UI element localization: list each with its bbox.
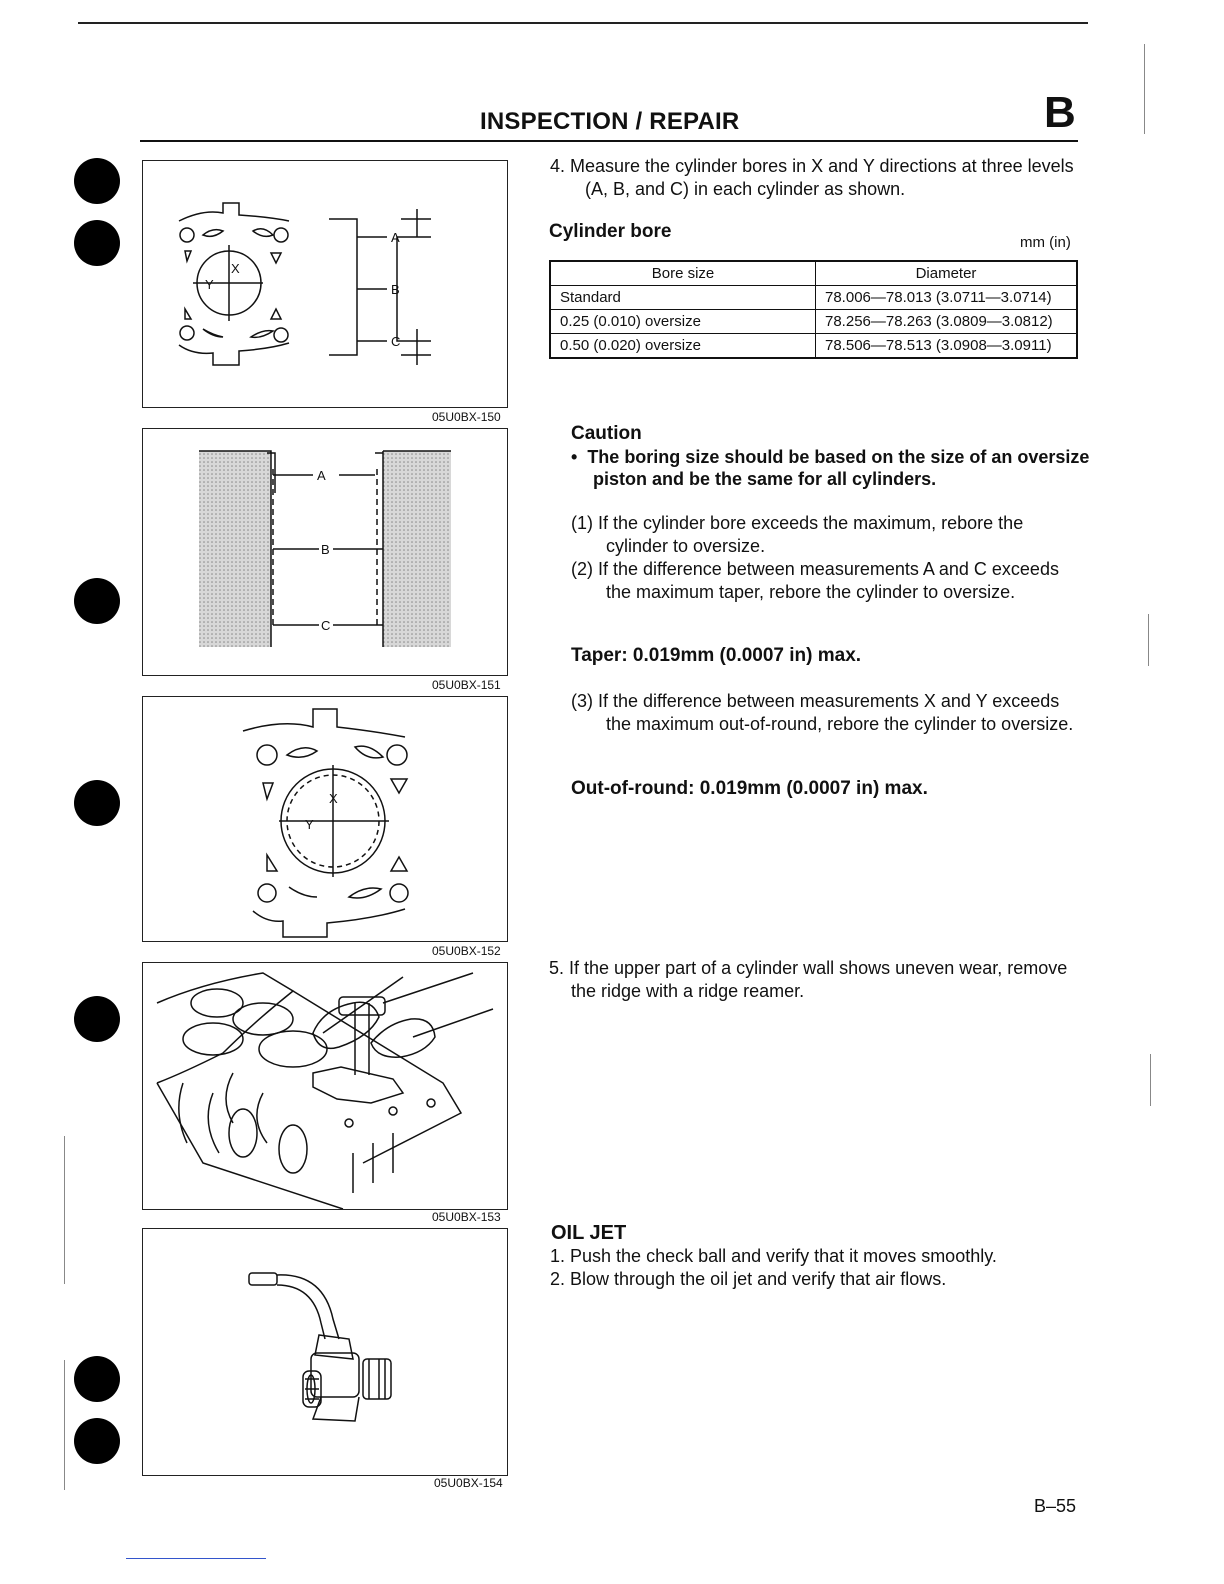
figure-cylinder-measure-positions [142, 160, 508, 408]
ridge-reamer-illustration [143, 963, 507, 1209]
figure-code: 05U0BX-154 [434, 1476, 503, 1490]
table-header-cell: Diameter [816, 261, 1078, 286]
spec-unit: mm (in) [1020, 234, 1071, 251]
margin-mark [64, 1360, 65, 1490]
table-cell: 78.506—78.513 (3.0908—3.0911) [816, 334, 1078, 359]
label-y: Y [205, 277, 214, 292]
binder-hole [74, 158, 120, 204]
bottom-mark [126, 1558, 266, 1559]
figure-cylinder-section [142, 428, 508, 676]
label-b: B [391, 282, 400, 297]
label-c: C [391, 334, 401, 349]
page-title: INSPECTION / REPAIR [480, 108, 740, 135]
gasket-xy-diagram [143, 697, 507, 941]
oil-jet-step-1: 1. Push the check ball and verify that it moves smoothly. [550, 1246, 997, 1266]
figure-code: 05U0BX-151 [432, 678, 501, 692]
section-letter: B [1044, 88, 1076, 137]
cylinder-section-diagram [143, 429, 507, 675]
table-cell: 0.25 (0.010) oversize [550, 310, 816, 334]
label-x: X [231, 261, 240, 276]
item-2: (2) If the difference between measurements A and C exceeds the maximum taper, rebore the cylinder to oversize. [571, 559, 1059, 602]
figure-oil-jet [142, 1228, 508, 1476]
binder-hole [74, 996, 120, 1042]
binder-hole [74, 220, 120, 266]
label-y: Y [305, 817, 314, 832]
table-row [550, 334, 1077, 359]
table-cell: 78.006—78.013 (3.0711—3.0714) [816, 286, 1078, 310]
step-4-text: 4. Measure the cylinder bores in X and Y directions at three levels (A, B, and C) in each cylinder as shown. [550, 156, 1074, 199]
label-a: A [317, 468, 326, 483]
oil-jet-step-2: 2. Blow through the oil jet and verify that air flows. [550, 1269, 947, 1289]
oil-jet-steps [550, 1245, 1080, 1291]
item-1: (1) If the cylinder bore exceeds the maximum, rebore the cylinder to oversize. [571, 513, 1024, 556]
caution-title: Caution [571, 423, 642, 444]
margin-mark [1150, 1054, 1151, 1106]
label-c: C [321, 618, 331, 633]
cylinder-bore-table [549, 260, 1078, 359]
label-x: X [329, 791, 338, 806]
figure-code: 05U0BX-150 [432, 410, 501, 424]
oil-jet-title: OIL JET [551, 1222, 627, 1244]
step-5-text: 5. If the upper part of a cylinder wall shows uneven wear, remove the ridge with a ridge reamer. [549, 958, 1068, 1001]
gasket-level-diagram [143, 161, 507, 407]
caution-bullet: • The boring size should be based on the size of an oversize piston and be the same for all cylinders. [571, 447, 1090, 489]
table-cell: 78.256—78.263 (3.0809—3.0812) [816, 310, 1078, 334]
figure-xy-directions [142, 696, 508, 942]
binder-hole [74, 578, 120, 624]
item-3-text: (3) If the difference between measurements X and Y exceeds the maximum out-of-round, rebore the cylinder to oversize. [571, 691, 1074, 734]
table-header-cell: Bore size [550, 261, 816, 286]
oil-jet-illustration [143, 1229, 507, 1475]
label-b: B [321, 542, 330, 557]
spec-title-cylinder-bore: Cylinder bore [549, 221, 672, 242]
page-number: B–55 [1034, 1496, 1077, 1516]
binder-hole [74, 1356, 120, 1402]
table-cell: 0.50 (0.020) oversize [550, 334, 816, 359]
taper-spec: Taper: 0.019mm (0.0007 in) max. [571, 645, 862, 666]
table-header-row [550, 261, 1077, 286]
table-cell: Standard [550, 286, 816, 310]
reboring-items [571, 512, 1079, 604]
out-of-round-spec: Out-of-round: 0.019mm (0.0007 in) max. [571, 778, 928, 799]
figure-ridge-reamer [142, 962, 508, 1210]
figure-code: 05U0BX-152 [432, 944, 501, 958]
binder-hole [74, 1418, 120, 1464]
label-a: A [391, 230, 400, 245]
header-rule [140, 140, 1078, 142]
margin-mark [1144, 44, 1145, 134]
margin-mark [64, 1136, 65, 1284]
binder-hole [74, 780, 120, 826]
table-row [550, 310, 1077, 334]
top-rule [78, 22, 1088, 24]
table-row [550, 286, 1077, 310]
margin-mark [1148, 614, 1149, 666]
figure-code: 05U0BX-153 [432, 1210, 501, 1224]
